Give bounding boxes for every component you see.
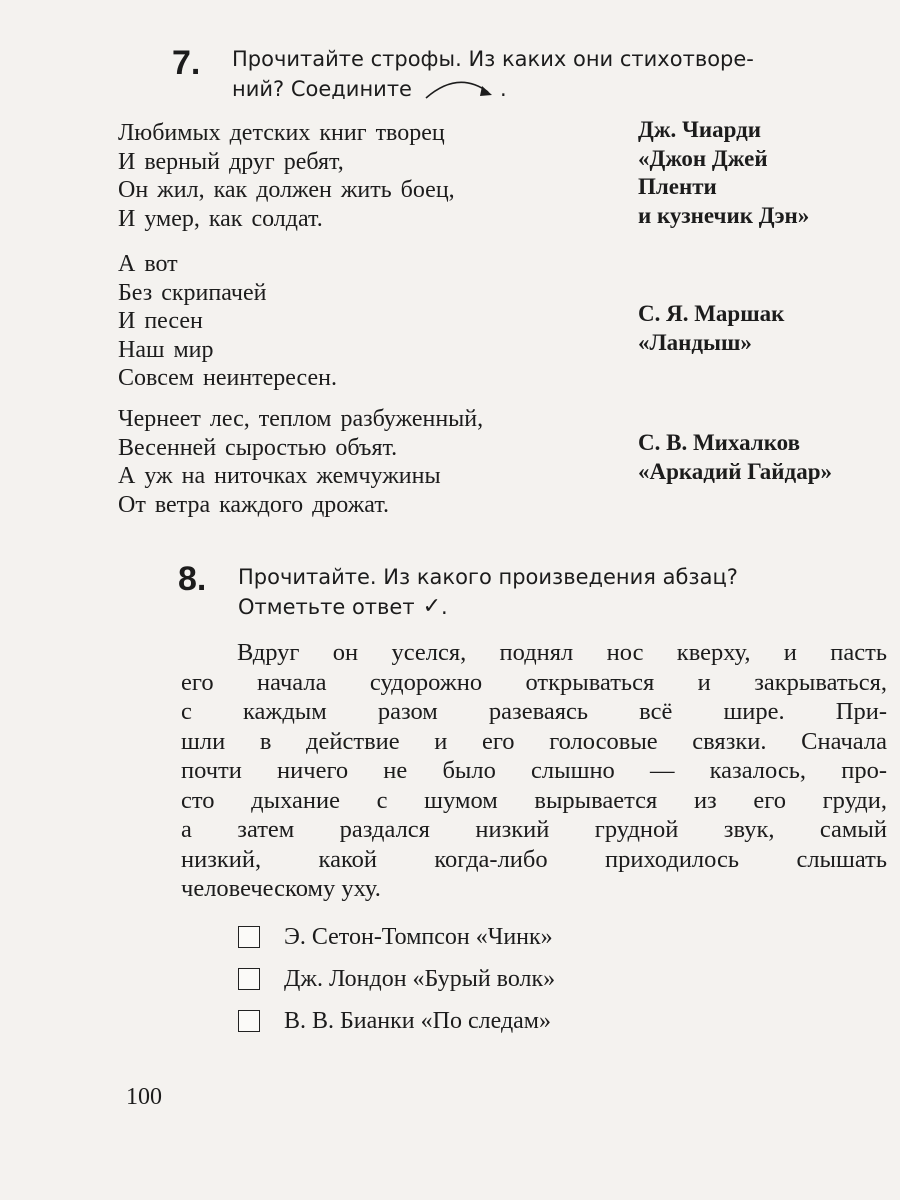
page-number: 100 bbox=[126, 1084, 162, 1110]
answer-option-seton-thompson[interactable] bbox=[238, 916, 555, 958]
stanza-line: А уж на ниточках жемчужины bbox=[118, 463, 441, 489]
task-8-instruction bbox=[238, 562, 882, 622]
paragraph-line: с каждым разом разеваясь всё шире. При- bbox=[181, 698, 887, 725]
excerpt-paragraph bbox=[181, 638, 887, 904]
stanza-line: От ветра каждого дрожат. bbox=[118, 491, 389, 518]
paragraph-line: человеческому уху. bbox=[181, 875, 381, 902]
stanza-line: И песен bbox=[118, 308, 203, 334]
source-line: Дж. Чиарди bbox=[638, 117, 762, 142]
task-8-instruction-end: . bbox=[441, 595, 448, 619]
source-line: «Аркадий Гайдар» bbox=[638, 458, 832, 484]
answer-option-london[interactable] bbox=[238, 958, 555, 1000]
task-7-instruction-line-1: Прочитайте строфы. Из каких они стихотворе- bbox=[232, 47, 754, 71]
stanza-line: А вот bbox=[118, 251, 178, 277]
answer-checkbox[interactable] bbox=[238, 926, 260, 948]
stanza-line: Совсем неинтересен. bbox=[118, 365, 337, 391]
paragraph-line: сто дыхание с шумом вырывается из его груди, bbox=[181, 786, 887, 814]
paragraph-line: Вдруг он уселся, поднял нос кверху, и пасть bbox=[237, 639, 887, 666]
stanza-line: Наш мир bbox=[118, 336, 214, 363]
answer-option-bianki[interactable] bbox=[238, 1000, 555, 1042]
answer-option-label: Дж. Лондон «Бурый волк» bbox=[284, 965, 556, 992]
curved-arrow-icon bbox=[422, 76, 500, 102]
stanza-line: И верный друг ребят, bbox=[118, 148, 344, 175]
stanza-3 bbox=[118, 405, 483, 519]
paragraph-line: а затем раздался низкий грудной звук, самый bbox=[181, 816, 887, 843]
checkmark-icon: ✓ bbox=[422, 594, 442, 619]
task-7-instruction bbox=[232, 44, 880, 104]
stanza-line: Он жил, как должен жить боец, bbox=[118, 177, 455, 203]
source-chiardi bbox=[638, 116, 809, 230]
source-mikhalkov bbox=[638, 429, 832, 486]
stanza-2 bbox=[118, 250, 337, 393]
paragraph-line: низкий, какой когда-либо приходилось слышать bbox=[181, 845, 887, 873]
source-line: Пленти bbox=[638, 174, 717, 199]
stanza-line: И умер, как солдат. bbox=[118, 205, 323, 232]
task-8-instruction-line-2: Отметьте ответ bbox=[238, 595, 415, 619]
paragraph-line: почти ничего не было слышно — казалось, про- bbox=[181, 757, 887, 784]
task-7-instruction-end: . bbox=[499, 77, 507, 101]
source-line: и кузнечик Дэн» bbox=[638, 202, 810, 228]
answer-checkbox[interactable] bbox=[238, 968, 260, 990]
task-7-number: 7. bbox=[172, 44, 201, 82]
answer-options bbox=[238, 916, 555, 1042]
stanza-line: Без скрипачей bbox=[118, 279, 267, 306]
stanza-line: Чернеет лес, теплом разбуженный, bbox=[118, 406, 484, 432]
paragraph-line: шли в действие и его голосовые связки. Сначала bbox=[181, 727, 887, 755]
stanza-line: Любимых детских книг творец bbox=[118, 120, 445, 146]
answer-option-label: Э. Сетон-Томпсон «Чинк» bbox=[284, 923, 553, 950]
source-line: «Ландыш» bbox=[638, 329, 752, 355]
source-marshak bbox=[638, 300, 784, 357]
stanza-line: Весенней сыростью объят. bbox=[118, 434, 398, 461]
source-line: С. В. Михалков bbox=[638, 430, 801, 455]
answer-checkbox[interactable] bbox=[238, 1010, 260, 1032]
task-8-number: 8. bbox=[178, 560, 207, 598]
source-line: С. Я. Маршак bbox=[638, 301, 785, 326]
stanza-1 bbox=[118, 119, 455, 233]
task-7-instruction-line-2: ний? Соедините bbox=[232, 77, 412, 101]
paragraph-line: его начала судорожно открываться и закрываться, bbox=[181, 668, 887, 696]
source-line: «Джон Джей bbox=[638, 145, 768, 171]
answer-option-label: В. В. Бианки «По следам» bbox=[284, 1007, 551, 1034]
task-8-instruction-line-1: Прочитайте. Из какого произведения абзац? bbox=[238, 565, 738, 589]
